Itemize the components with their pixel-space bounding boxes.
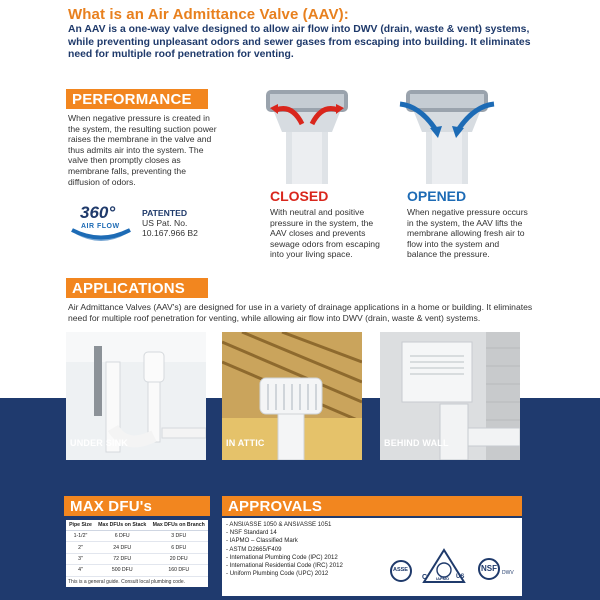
iapmo-logo bbox=[422, 548, 466, 588]
table-cell: 2" bbox=[66, 542, 95, 553]
table-row bbox=[66, 553, 208, 564]
table-cell: 1-1/2" bbox=[66, 531, 95, 542]
table-row bbox=[66, 542, 208, 553]
list-item: - International Residential Code (IRC) 2012 bbox=[226, 562, 343, 570]
photo-label-in-attic: IN ATTIC bbox=[226, 438, 265, 448]
iapmo-us-text: US bbox=[456, 574, 465, 580]
list-item: - ANSI/ASSE 1050 & ANSI/ASSE 1051 bbox=[226, 521, 332, 528]
approvals-list bbox=[226, 521, 343, 578]
dfu-col-stack: Max DFUs on Stack bbox=[95, 520, 149, 531]
intro-text: An AAV is a one-way valve designed to allow air flow into DWV (drain, waste & vent) systems, while preventing unpleasant odors and sewer gases from escaping into building. It eliminates need for multiple roof penetration for venting. bbox=[68, 24, 531, 61]
asse-logo-text: ASSE bbox=[393, 567, 408, 573]
patent-info bbox=[142, 209, 198, 238]
performance-heading: PERFORMANCE bbox=[66, 89, 208, 109]
photo-under-sink bbox=[66, 332, 206, 460]
dfu-note: This is a general guide. Consult local plumbing code. bbox=[66, 577, 208, 587]
dfu-header-row bbox=[66, 520, 208, 531]
opened-valve-illustration bbox=[392, 84, 502, 184]
patent-title: PATENTED bbox=[142, 208, 188, 218]
valve-closed-icon bbox=[252, 84, 362, 184]
patent-line-2: 10.167.966 B2 bbox=[142, 227, 198, 238]
list-item: - NSF Standard 14 bbox=[226, 529, 277, 537]
list-item: - International Plumbing Code (IPC) 2012 bbox=[226, 553, 338, 561]
dfu-table-wrap bbox=[66, 520, 208, 587]
applications-heading: APPLICATIONS bbox=[66, 278, 208, 298]
iapmo-c-text: C bbox=[422, 574, 428, 581]
opened-title: OPENED bbox=[407, 188, 467, 204]
photo-in-attic bbox=[222, 332, 362, 460]
photo-label-behind-wall: BEHIND WALL bbox=[384, 438, 449, 448]
closed-valve-illustration bbox=[252, 84, 362, 184]
asse-logo bbox=[390, 560, 412, 582]
table-cell: 3 DFU bbox=[149, 531, 208, 542]
nsf-dwv-text: DWV bbox=[502, 570, 514, 576]
max-dfu-heading: MAX DFU's bbox=[64, 496, 210, 516]
table-row bbox=[66, 565, 208, 576]
table-cell: 6 DFU bbox=[149, 542, 208, 553]
table-cell: 72 DFU bbox=[95, 553, 149, 564]
closed-text: With neutral and positive pressure in the system, the AAV closes and prevents sewage odors from escaping into your living space. bbox=[270, 207, 380, 260]
table-cell: 160 DFU bbox=[149, 565, 208, 576]
list-item: - IAPMO – Classified Mark bbox=[226, 537, 298, 545]
opened-text: When negative pressure occurs in the system, the AAV lifts the membrane allowing fresh air to flow into the system and balance the pressure. bbox=[407, 207, 528, 260]
patent-line-1: US Pat. No. bbox=[142, 217, 188, 228]
list-item: - ASTM D2665/F409 bbox=[226, 545, 282, 553]
performance-text: When negative pressure is created in the system, the resulting suction power raises the membrane in the valve and thus admits air into the system. The valve then promptly closes as membrane falls, preventing the diffusion of odors. bbox=[68, 113, 217, 187]
table-cell: 4" bbox=[66, 565, 95, 576]
page-title: What is an Air Admittance Valve (AAV): bbox=[68, 6, 349, 23]
approvals-panel bbox=[222, 518, 522, 596]
nsf-logo-text: NSF bbox=[481, 564, 497, 573]
applications-text: Air Admittance Valves (AAV's) are designed for use in a variety of drainage applications in a home or building. It eliminates need for multiple roof penetration for venting, while allowing air flow into DWV (drain, waste & vent) systems. bbox=[68, 302, 533, 323]
approvals-heading: APPROVALS bbox=[222, 496, 522, 516]
table-cell: 24 DFU bbox=[95, 542, 149, 553]
nsf-logo bbox=[478, 558, 500, 580]
list-item: - Uniform Plumbing Code (UPC) 2012 bbox=[226, 570, 329, 578]
airflow-360-badge bbox=[68, 203, 134, 243]
dfu-table bbox=[66, 520, 208, 577]
valve-opened-icon bbox=[392, 84, 502, 184]
photo-label-under-sink: UNDER SINK bbox=[70, 438, 129, 448]
photo-behind-wall bbox=[380, 332, 520, 460]
table-cell: 6 DFU bbox=[95, 531, 149, 542]
badge-number: 360° bbox=[80, 203, 116, 222]
badge-label: AIR FLOW bbox=[81, 223, 120, 230]
closed-title: CLOSED bbox=[270, 188, 329, 204]
table-cell: 3" bbox=[66, 553, 95, 564]
iapmo-triangle-icon bbox=[422, 548, 466, 588]
dfu-col-pipe-size: Pipe Size bbox=[66, 520, 95, 531]
table-row bbox=[66, 531, 208, 542]
table-cell: 500 DFU bbox=[95, 565, 149, 576]
dfu-col-branch: Max DFUs on Branch bbox=[149, 520, 208, 531]
iapmo-label-text: IAPMO bbox=[436, 576, 450, 581]
table-cell: 20 DFU bbox=[149, 553, 208, 564]
